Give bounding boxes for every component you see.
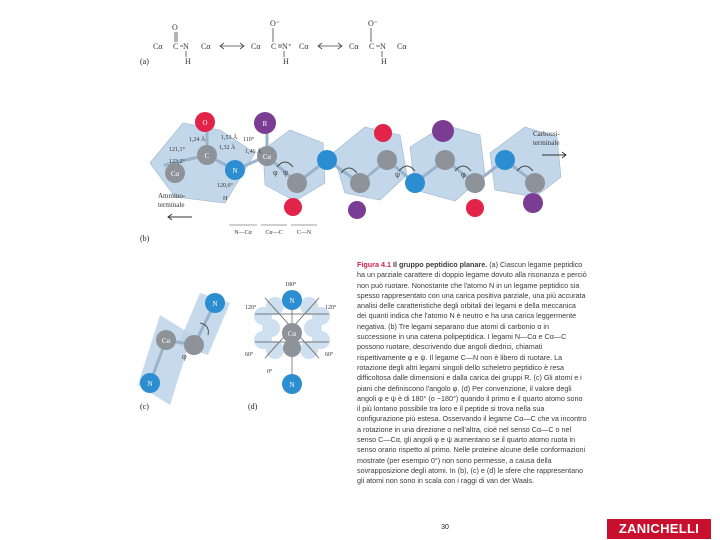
carbon-atom	[283, 339, 301, 357]
atom-label: H	[223, 196, 228, 202]
atom-label: Cα	[201, 42, 211, 51]
phi-label: φ	[273, 168, 278, 177]
atom-label: Cα	[287, 330, 297, 338]
atom-label: O	[172, 23, 178, 32]
phi-label: φ	[182, 352, 187, 361]
atom-label: Cα	[161, 337, 171, 345]
atom-label: N	[183, 42, 189, 51]
psi-label: ψ	[283, 168, 289, 177]
bond-length: 1,24 Å	[189, 137, 206, 143]
atom-label: O⁻	[270, 19, 280, 28]
angle-label: 0°	[267, 369, 273, 375]
atom-label: O⁻	[368, 19, 378, 28]
atom-label: Cα	[299, 42, 309, 51]
bond-angle: 120,6°	[217, 183, 233, 189]
arrow-right-icon	[540, 150, 570, 160]
caption-text: (a) Ciascun legame peptidico ha un parziale carattere di doppio legame dovuto alla risonanza e perciò non può ruotare. Nonostante che l'atomo N in un legame peptidico sia spesso rappresentato con una carica positiva parziale, una più accurata analisi delle caratteristiche degli orbitali dei legami e della meccanica dei quanti indica che l'atomo N è neutro e ha una carica leggermente negativa. (b) Tre legami separano due atomi di carbonio α in successione in una catena polipeptidica. I legami N—Cα e Cα—C possono ruotare, descrivendo due angoli diedrici, chiamati rispettivamente φ e ψ. Il legame C—N non è libero di ruotare. La rotazione degli altri legami singoli dello scheletro peptidico è resa difficoltosa dalle dimensioni e dalla carica dei gruppi R. (c) Gli atomi e i piani che definiscono l'angolo φ. (d) Per convenzione, il valore degli angoli φ e ψ è di 180° (o −180°) quando il primo e il quarto atomo sono il più lontano possibile tra loro e il peptide si trova nella sua configurazione più estesa. Osservando il legame Cα—C che va incontro a rotazione in una direzione o nell'altra, cioè nel senso Cα—C o nel senso C—Cα, gli angoli φ e ψ aumentano se il quarto atomo ruota in senso orario rispetto al primo. Nelle proteine alcune delle conformazioni mostrate (per esempio 0°) non sono permesse, a causa della sovrapposizione degli atomi. In (b), (c) e (d) le sfere che rappresentano gli atomi non sono in scala con i raggi di van der Waals.	[357, 260, 587, 486]
panel-label-b: (b)	[140, 234, 150, 243]
alpha-carbon-atom	[435, 150, 455, 170]
atom-label: R	[262, 120, 268, 128]
figure-caption	[357, 260, 587, 505]
angle-label: 120°	[245, 305, 257, 311]
caption-title: Figura 4.1	[357, 260, 391, 269]
nitrogen-atom	[317, 150, 337, 170]
carbon-atom	[465, 173, 485, 193]
atom-label: C	[173, 42, 179, 51]
atom-label: Cα	[170, 170, 180, 178]
atom-label: H	[381, 57, 387, 66]
resonance-structures	[140, 12, 430, 74]
oxygen-atom	[466, 199, 484, 217]
caption-subtitle: Il gruppo peptidico planare.	[392, 260, 488, 269]
atom-label: O	[202, 119, 208, 127]
carbon-atom	[287, 173, 307, 193]
bond-length: 1,53 Å	[221, 135, 238, 141]
bond-angle: 123,2°	[169, 159, 185, 165]
oxygen-atom	[284, 198, 302, 216]
alpha-carbon-atom	[525, 173, 545, 193]
atom-label: H	[283, 57, 289, 66]
angle-label: 120°	[325, 305, 337, 311]
oxygen-atom	[374, 124, 392, 142]
resonance-form-2	[251, 19, 309, 66]
panel-label-c: (c)	[140, 402, 149, 411]
phi-angle-diagram	[130, 285, 240, 410]
page-number: 30	[441, 524, 449, 531]
nitrogen-atom	[495, 150, 515, 170]
bond-angle: 121,1°	[169, 147, 185, 153]
angle-label: 60°	[325, 352, 334, 358]
atom-label: N	[147, 380, 153, 388]
bond-name: N—Cα	[234, 230, 252, 236]
atom-label: N⁺	[282, 42, 292, 51]
atom-label: C	[369, 42, 375, 51]
bond-name: C—N	[296, 230, 312, 236]
atom-label: N	[289, 381, 295, 389]
alpha-carbon-atom	[350, 173, 370, 193]
atom-label: Cα	[262, 153, 272, 161]
peptide-chain-diagram	[145, 105, 585, 240]
carbon-atom	[184, 335, 204, 355]
r-group-atom	[348, 201, 366, 219]
angle-label: 60°	[245, 352, 254, 358]
nitrogen-atom	[405, 173, 425, 193]
panel-label-a: (a)	[140, 57, 149, 66]
amino-terminal-label: Ammino-terminale	[158, 192, 186, 209]
r-group-atom	[432, 120, 454, 142]
angle-label: 180°	[285, 282, 297, 288]
atom-label: N	[232, 167, 238, 175]
carboxyl-terminal-label: Carbossi-terminale	[533, 130, 560, 147]
dihedral-angle-diagram	[245, 278, 340, 403]
atom-label: Cα	[349, 42, 359, 51]
arrow-left-icon	[164, 212, 194, 222]
psi-label: ψ	[395, 170, 401, 179]
carbon-atom	[377, 150, 397, 170]
r-group-atom	[523, 193, 543, 213]
phi-label: φ	[461, 170, 466, 179]
resonance-form-1	[153, 23, 211, 66]
bond-name: Cα—C	[265, 230, 283, 236]
atom-label: C	[271, 42, 277, 51]
atom-label: N	[380, 42, 386, 51]
atom-label: Cα	[251, 42, 261, 51]
resonance-form-3	[349, 19, 407, 66]
bond-angle: 110°	[243, 137, 255, 143]
atom-label: Cα	[153, 42, 163, 51]
atom-label: N	[212, 300, 218, 308]
publisher-logo: ZANICHELLI	[607, 519, 711, 539]
atom-label: N	[289, 297, 295, 305]
atom-label: C	[204, 152, 210, 160]
bond-length: 1,32 Å	[219, 145, 236, 151]
atom-label: H	[185, 57, 191, 66]
panel-label-d: (d)	[248, 402, 258, 411]
bond-length: 1,46 Å	[245, 149, 262, 155]
atom-label: Cα	[397, 42, 407, 51]
